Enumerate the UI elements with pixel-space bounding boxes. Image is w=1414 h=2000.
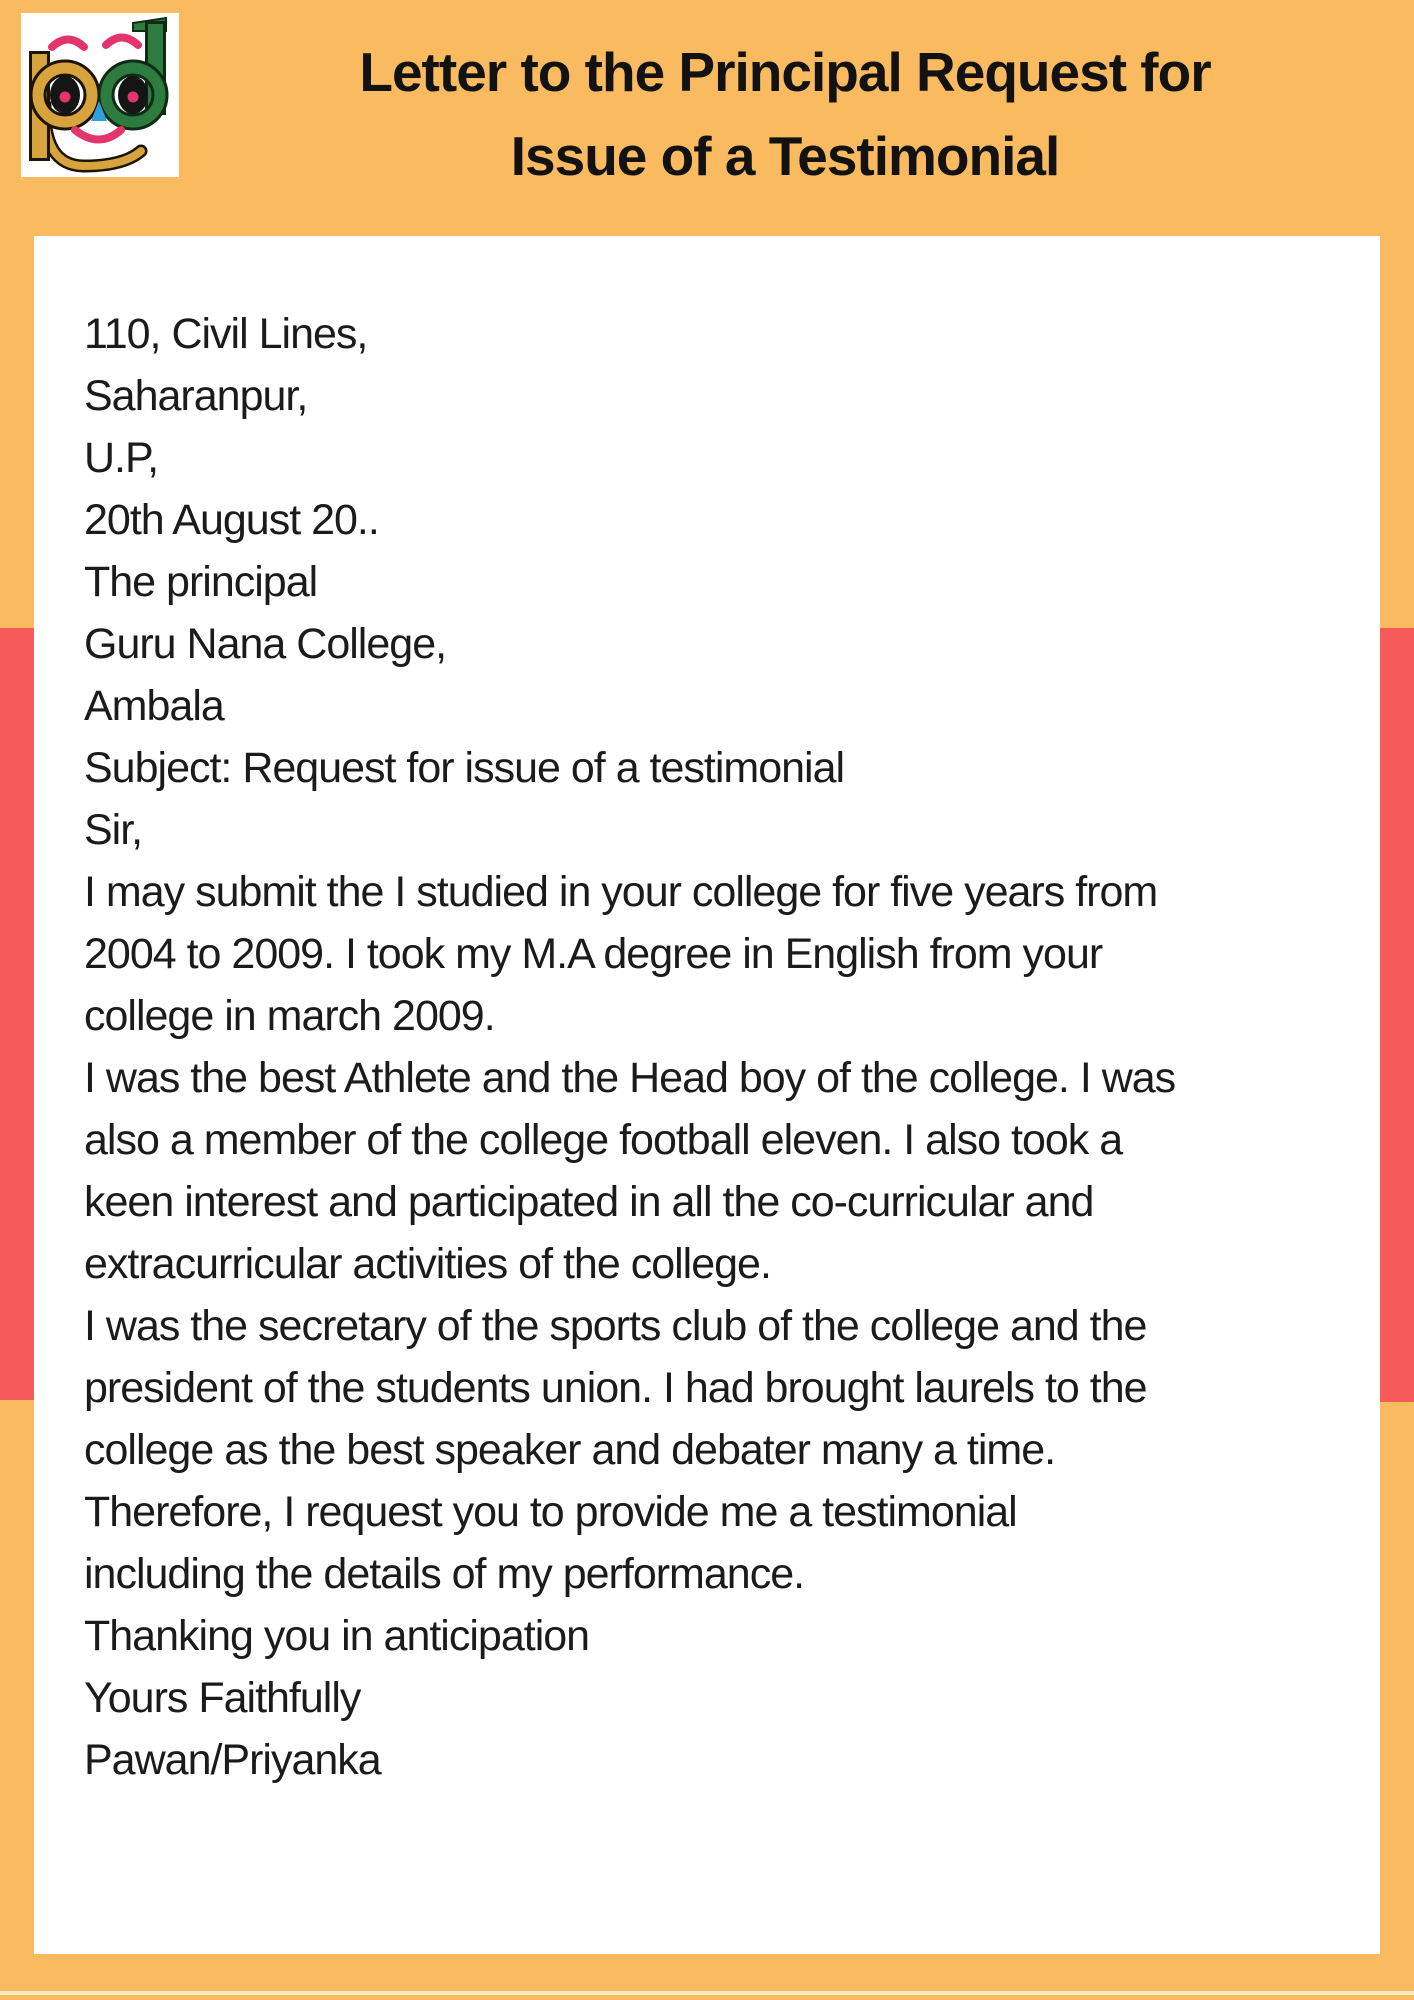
letter-line: extracurricular activities of the college. [84, 1240, 771, 1288]
pd-logo [21, 13, 179, 177]
letter-line: president of the students union. I had brought laurels to the [84, 1364, 1147, 1412]
letter-line: 110, Civil Lines, [84, 310, 368, 358]
right-border-red-segment [1380, 628, 1414, 1402]
letter-line: Saharanpur, [84, 372, 308, 420]
letter-line: college in march 2009. [84, 992, 495, 1040]
pd-face-logo-icon [21, 13, 179, 177]
right-border-strip [1380, 236, 1414, 2000]
letter-line-salutation: Sir, [84, 806, 143, 854]
left-border-strip [0, 236, 34, 2000]
page-title-line2: Issue of a Testimonial [510, 125, 1060, 187]
letter-line: I may submit the I studied in your college for five years from [84, 868, 1158, 916]
letter-line: The principal [84, 558, 318, 606]
letter-line-subject: Subject: Request for issue of a testimonial [84, 744, 845, 792]
letter-line-signature: Pawan/Priyanka [84, 1736, 381, 1784]
letter-line: also a member of the college football eleven. I also took a [84, 1116, 1123, 1164]
letter-line: 20th August 20.. [84, 496, 379, 544]
letter-line-signoff: Yours Faithfully [84, 1674, 361, 1722]
page-title [176, 30, 1394, 198]
letter-card [34, 236, 1380, 1954]
logo-left-pupil [60, 92, 71, 103]
left-border-red-segment [0, 628, 34, 1400]
letter-line: keen interest and participated in all the co-curricular and [84, 1178, 1094, 1226]
letter-line: U.P, [84, 434, 159, 482]
letter-line: 2004 to 2009. I took my M.A degree in English from your [84, 930, 1103, 978]
letter-line: including the details of my performance. [84, 1550, 805, 1598]
letter-line: Guru Nana College, [84, 620, 447, 668]
letter-line: Therefore, I request you to provide me a testimonial [84, 1488, 1017, 1536]
letter-line: I was the best Athlete and the Head boy of the college. I was [84, 1054, 1176, 1102]
page-title-line1: Letter to the Principal Request for [359, 41, 1211, 103]
letter-line: Ambala [84, 682, 224, 730]
letter-line-closing: Thanking you in anticipation [84, 1612, 590, 1660]
logo-right-pupil [128, 92, 139, 103]
letter-body [84, 303, 1175, 1791]
letter-line: I was the secretary of the sports club of the college and the [84, 1302, 1147, 1350]
letter-line: college as the best speaker and debater many a time. [84, 1426, 1056, 1474]
bottom-accent-line [0, 1991, 1414, 1995]
